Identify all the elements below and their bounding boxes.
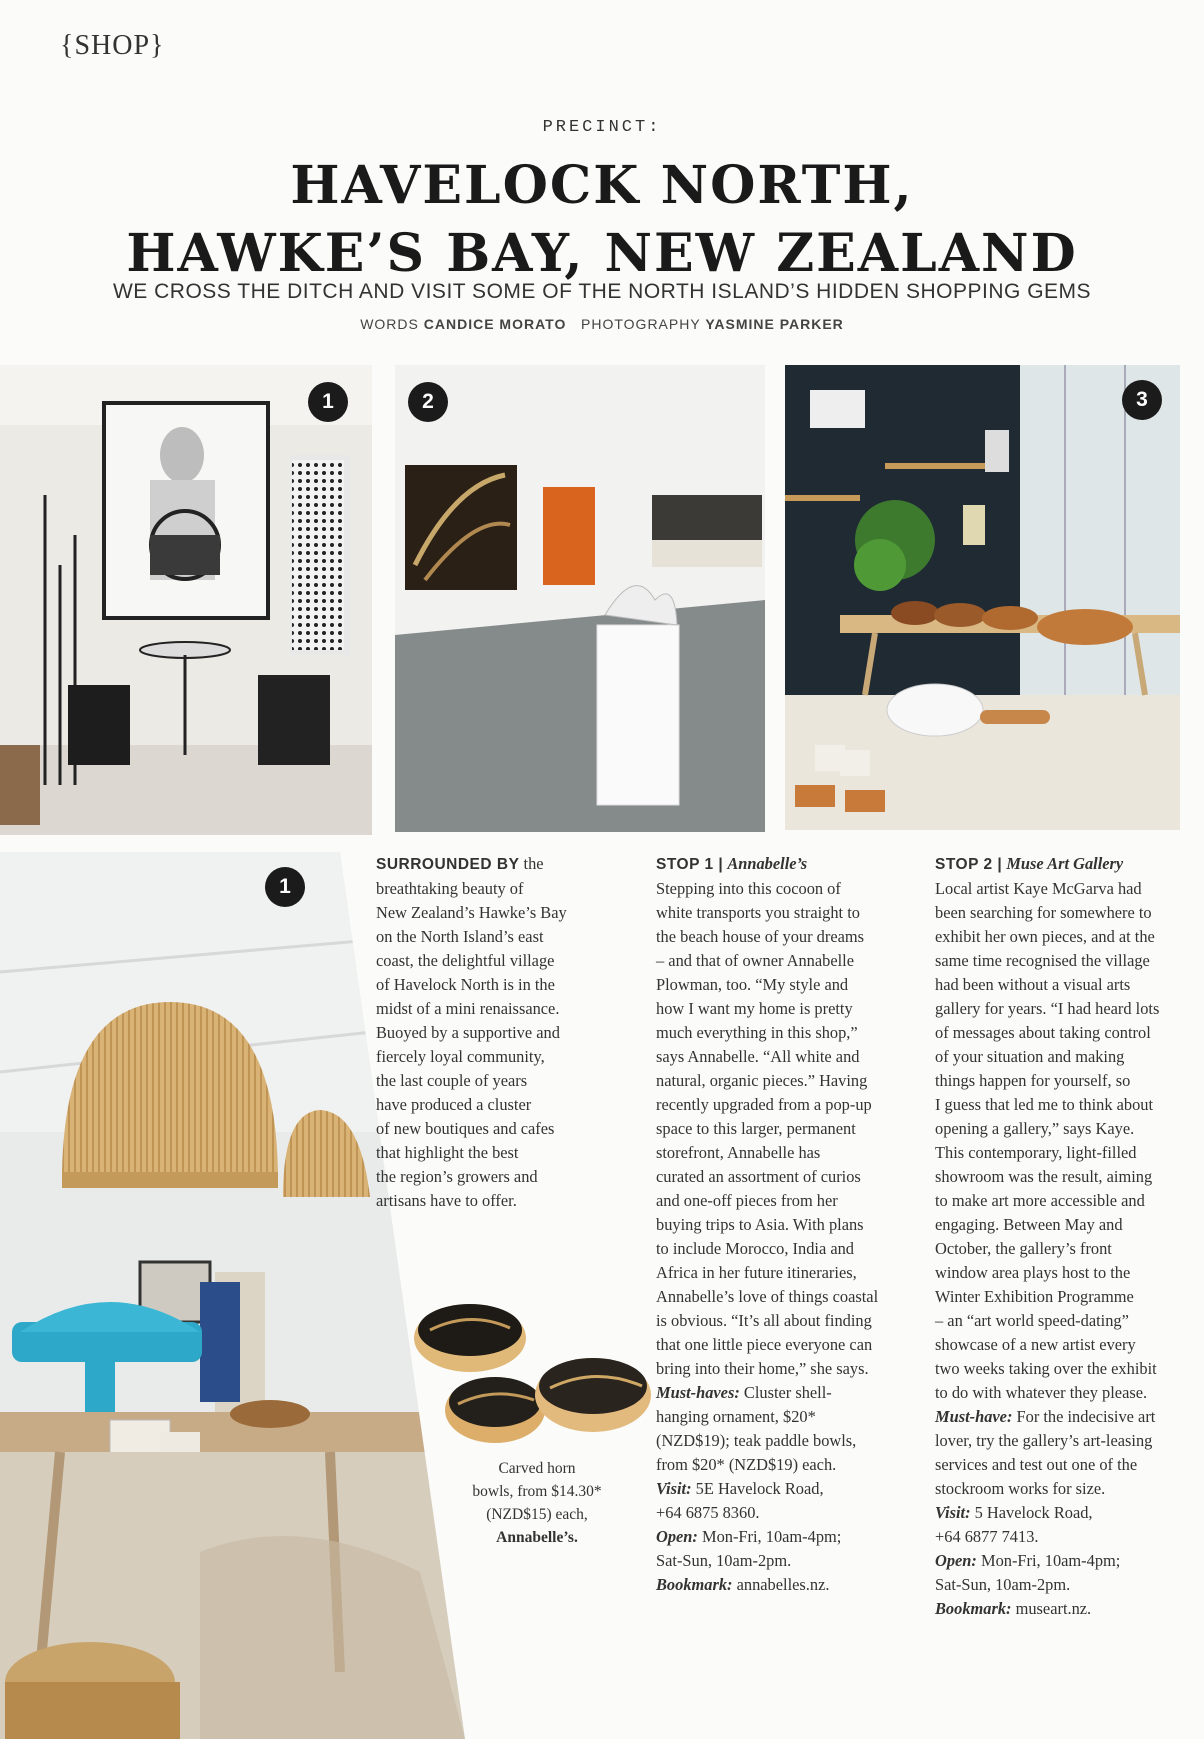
title-line-2: HAWKE’S BAY, NEW ZEALAND [126, 223, 1078, 284]
phone: +64 6875 8360. [656, 1503, 760, 1522]
intro-column [376, 852, 606, 1213]
open-hours: Sat-Sun, 10am-2pm. [935, 1575, 1071, 1594]
musthave-label: Must-haves: [656, 1383, 740, 1402]
intro-line: Buoyed by a supportive and [376, 1023, 560, 1042]
page-title [0, 152, 1204, 288]
stop1-open [656, 1525, 921, 1549]
stop2-line: This contemporary, light-filled [935, 1143, 1137, 1162]
credits [0, 316, 1204, 332]
stop1-line: natural, organic pieces.” Having [656, 1071, 868, 1090]
intro-first-line [376, 852, 606, 877]
musthave-text: Cluster shell- [743, 1383, 832, 1402]
photo-cafe-art [785, 365, 1180, 830]
caption-line: (NZD$15) each, [486, 1506, 588, 1523]
stop1-line: curated an assortment of curios [656, 1167, 861, 1186]
intro-line: coast, the delightful village [376, 951, 555, 970]
stop2-line: Local artist Kaye McGarva had [935, 879, 1142, 898]
intro-line: artisans have to offer. [376, 1191, 517, 1210]
stop2-line: I guess that led me to think about [935, 1095, 1154, 1114]
stop1-heading [656, 852, 921, 877]
title-line-1: HAVELOCK NORTH, [290, 155, 914, 216]
photo-muse-gallery-art [395, 365, 765, 832]
stop1-line: white transports you straight to [656, 903, 860, 922]
stop2-visit [935, 1501, 1197, 1525]
stop1-name: Annabelle’s [727, 854, 808, 873]
stop1-musthave [656, 1381, 921, 1405]
stop2-column [935, 852, 1197, 1621]
musthave-text: (NZD$19); teak paddle bowls, [656, 1431, 857, 1450]
phone: +64 6877 7413. [935, 1527, 1039, 1546]
musthave-text: For the indecisive art [1016, 1407, 1156, 1426]
intro-line: breathtaking beauty of [376, 879, 524, 898]
stop1-line: recently upgraded from a pop-up [656, 1095, 872, 1114]
bookmark-url: annabelles.nz. [736, 1575, 830, 1594]
stop1-line: how I want my home is pretty [656, 999, 853, 1018]
visit-label: Visit: [656, 1479, 692, 1498]
intro-line: midst of a mini renaissance. [376, 999, 560, 1018]
stop2-line: to do with whatever they please. [935, 1383, 1148, 1402]
bowls-caption [452, 1457, 622, 1549]
photo-cafe [785, 365, 1180, 830]
visit-label: Visit: [935, 1503, 971, 1522]
stop2-line: exhibit her own pieces, and at the [935, 927, 1155, 946]
stop1-line: Plowman, too. “My style and [656, 975, 849, 994]
bookmark-label: Bookmark: [656, 1575, 733, 1594]
photo-number-badge: 1 [265, 867, 305, 907]
visit-address: 5 Havelock Road, [974, 1503, 1093, 1522]
photo-name: YASMINE PARKER [705, 316, 844, 332]
stop2-line: had been without a visual arts [935, 975, 1131, 994]
open-label: Open: [935, 1551, 977, 1570]
stop2-heading [935, 852, 1197, 877]
musthave-label: Must-have: [935, 1407, 1013, 1426]
caption-line: bowls, from $14.30* [472, 1483, 602, 1500]
stop1-line: space to this larger, permanent [656, 1119, 856, 1138]
intro-line: the [523, 854, 544, 873]
stop2-line: been searching for somewhere to [935, 903, 1152, 922]
stop1-head: STOP 1 | [656, 856, 724, 873]
subtitle: WE CROSS THE DITCH AND VISIT SOME OF THE NORTH ISLAND’S HIDDEN SHOPPING GEMS [112, 280, 1092, 303]
stop2-line: showcase of a new artist every [935, 1335, 1136, 1354]
stop2-head: STOP 2 | [935, 856, 1003, 873]
stop1-column [656, 852, 921, 1597]
intro-lead: SURROUNDED BY [376, 856, 520, 873]
visit-address: 5E Havelock Road, [695, 1479, 824, 1498]
stop1-line: that one little piece everyone can [656, 1335, 873, 1354]
musthave-text: lover, try the gallery’s art-leasing [935, 1431, 1153, 1450]
intro-line: that highlight the best [376, 1143, 519, 1162]
photo-muse-gallery [395, 365, 765, 832]
stop1-line: Annabelle’s love of things coastal [656, 1287, 879, 1306]
bookmark-url: museart.nz. [1015, 1599, 1092, 1618]
stop1-bookmark [656, 1573, 921, 1597]
stop2-line: two weeks taking over the exhibit [935, 1359, 1157, 1378]
horn-bowls-art [410, 1300, 655, 1450]
stop2-musthave [935, 1405, 1197, 1429]
intro-line: of Havelock North is in the [376, 975, 555, 994]
intro-line: the region’s growers and [376, 1167, 538, 1186]
kicker: PRECINCT: [542, 118, 662, 137]
section-tag: {SHOP} [60, 30, 165, 61]
photo-number-badge: 3 [1122, 380, 1162, 420]
photo-annabelles-interior [0, 365, 372, 835]
intro-line: have produced a cluster [376, 1095, 532, 1114]
intro-line: on the North Island’s east [376, 927, 544, 946]
stop2-name: Muse Art Gallery [1006, 854, 1124, 873]
horn-bowls-image [410, 1300, 655, 1450]
musthave-text: from $20* (NZD$19) each. [656, 1455, 837, 1474]
stop2-line: Winter Exhibition Programme [935, 1287, 1134, 1306]
intro-line: the last couple of years [376, 1071, 528, 1090]
photo-label: PHOTOGRAPHY [581, 316, 701, 332]
photo-number-badge: 1 [308, 382, 348, 422]
words-label: WORDS [360, 316, 419, 332]
stop1-line: is obvious. “It’s all about finding [656, 1311, 872, 1330]
stop2-line: of your situation and making [935, 1047, 1125, 1066]
stop1-line: storefront, Annabelle has [656, 1143, 821, 1162]
stop2-line: gallery for years. “I had heard lots [935, 999, 1160, 1018]
stop2-line: – an “art world speed-dating” [935, 1311, 1129, 1330]
stop2-line: engaging. Between May and [935, 1215, 1123, 1234]
intro-line: of new boutiques and cafes [376, 1119, 555, 1138]
stop1-visit [656, 1477, 921, 1501]
photo-annabelles-interior-art [0, 365, 372, 835]
open-hours: Sat-Sun, 10am-2pm. [656, 1551, 792, 1570]
photo-number-badge: 2 [408, 382, 448, 422]
caption-line: Carved horn [498, 1460, 576, 1477]
stop1-line: buying trips to Asia. With plans [656, 1215, 864, 1234]
stop2-line: window area plays host to the [935, 1263, 1131, 1282]
stop2-line: October, the gallery’s front [935, 1239, 1112, 1258]
stop1-line: to include Morocco, India and [656, 1239, 854, 1258]
stop2-line: things happen for yourself, so [935, 1071, 1131, 1090]
stop1-line: and one-off pieces from her [656, 1191, 838, 1210]
stop1-line: Africa in her future itineraries, [656, 1263, 857, 1282]
stop1-line: much everything in this shop,” [656, 1023, 858, 1042]
musthave-text: stockroom works for size. [935, 1479, 1106, 1498]
musthave-text: hanging ornament, $20* [656, 1407, 816, 1426]
stop1-line: the beach house of your dreams [656, 927, 864, 946]
stop1-line: Stepping into this cocoon of [656, 879, 841, 898]
open-hours: Mon-Fri, 10am-4pm; [702, 1527, 842, 1546]
stop2-line: to make art more accessible and [935, 1191, 1145, 1210]
open-hours: Mon-Fri, 10am-4pm; [981, 1551, 1121, 1570]
intro-line: New Zealand’s Hawke’s Bay [376, 903, 567, 922]
stop2-line: same time recognised the village [935, 951, 1150, 970]
stop1-line: says Annabelle. “All white and [656, 1047, 860, 1066]
stop2-line: of messages about taking control [935, 1023, 1151, 1042]
stop1-line: – and that of owner Annabelle [656, 951, 854, 970]
open-label: Open: [656, 1527, 698, 1546]
stop2-open [935, 1549, 1197, 1573]
stop2-line: opening a gallery,” says Kaye. [935, 1119, 1135, 1138]
musthave-text: services and test out one of the [935, 1455, 1138, 1474]
caption-shop: Annabelle’s. [496, 1529, 578, 1546]
words-name: CANDICE MORATO [423, 316, 567, 332]
stop2-line: showroom was the result, aiming [935, 1167, 1153, 1186]
stop1-line: bring into their home,” she says. [656, 1359, 869, 1378]
stop2-bookmark [935, 1597, 1197, 1621]
intro-line: fiercely loyal community, [376, 1047, 545, 1066]
bookmark-label: Bookmark: [935, 1599, 1012, 1618]
